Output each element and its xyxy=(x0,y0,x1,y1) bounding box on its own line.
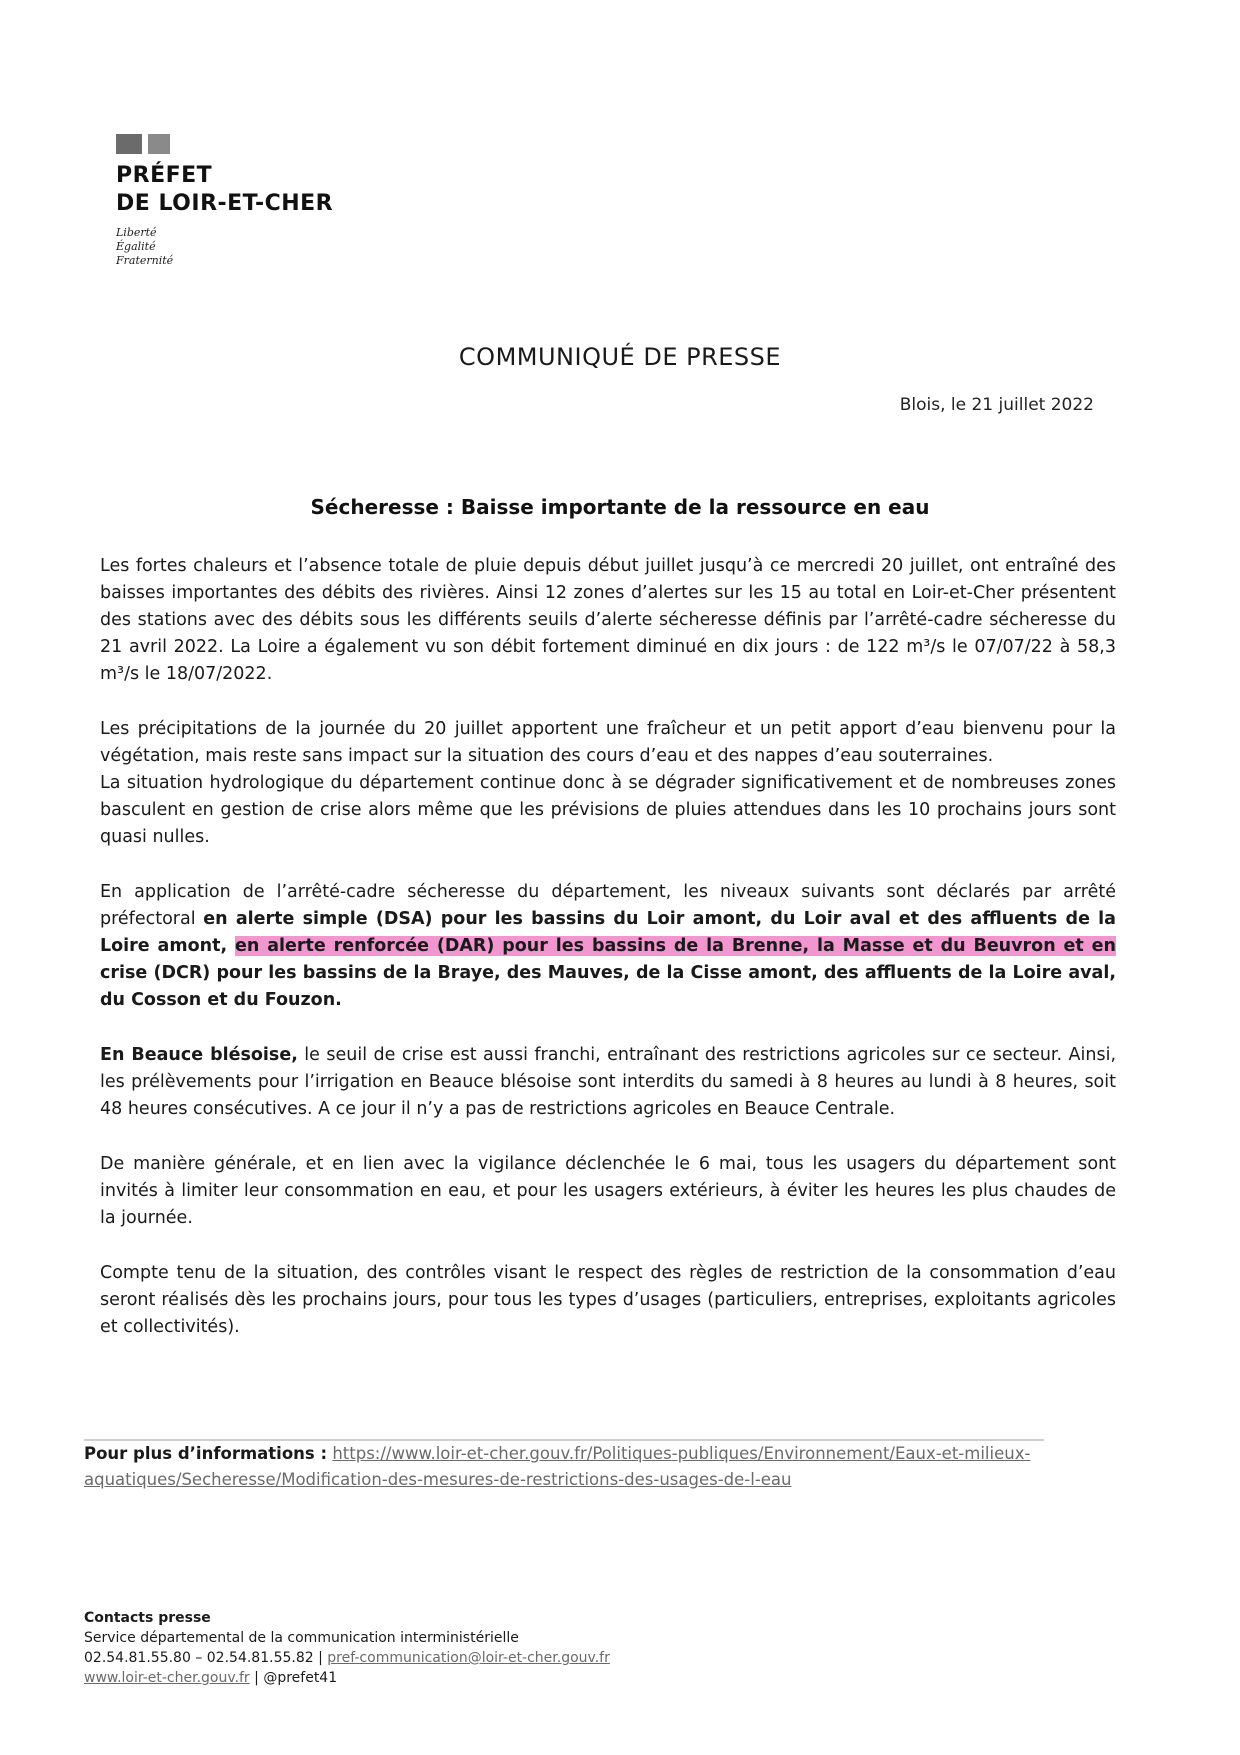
crisis-text: crise (DCR) pour les bassins de la Braye, des Mauves, de la Cisse amont, des affluents de la Loire aval, du Cosson et du Fouzon. xyxy=(100,963,1116,1010)
more-info-label: Pour plus d’informations : xyxy=(84,1444,328,1463)
paragraph-3-intro: En application de l’arrêté-cadre sécheresse du département, les niveaux suivants sont déclarés par arrêté préfectoral xyxy=(100,882,1116,929)
alert-renforcee-highlight: en alerte renforcée (DAR) pour les bassins de la Brenne, la Masse et du Beuvron et en xyxy=(234,936,1116,956)
contacts-phones-line xyxy=(84,1648,610,1668)
motto-egalite: Égalité xyxy=(116,240,156,253)
beauce-label: En Beauce blésoise, xyxy=(100,1045,298,1065)
prefect-title-line1: PRÉFET xyxy=(116,163,213,188)
document-type-title: COMMUNIQUÉ DE PRESSE xyxy=(458,343,782,371)
marianne-logo-right-icon xyxy=(148,134,170,154)
alert-simple-text: en alerte simple (DSA) pour les bassins du Loir amont, du Loir aval et des affluents de la Loire amont xyxy=(100,909,1116,956)
more-info-link[interactable]: https://www.loir-et-cher.gouv.fr/Politiques-publiques/Environnement/Eaux-et-milieux-aquatiques/Secheresse/Modification-des-mesures-de-restrictions-des-usages-de-l-eau xyxy=(84,1444,1031,1489)
prefecture-logo xyxy=(116,134,333,268)
paragraph-6: Compte tenu de la situation, des contrôles visant le respect des règles de restriction de la consommation d’eau seront réalisés dès les prochains jours, pour tous les types d’usages (particuliers, entreprises, exploitants agricoles et collectivités). xyxy=(100,1263,1116,1337)
contacts-website-link[interactable]: www.loir-et-cher.gouv.fr xyxy=(84,1670,250,1686)
contacts-email-link[interactable]: pref-communication@loir-et-cher.gouv.fr xyxy=(327,1650,610,1666)
contacts-service: Service départemental de la communication interministérielle xyxy=(84,1630,519,1646)
contacts-twitter: @prefet41 xyxy=(263,1670,338,1686)
more-info-divider xyxy=(84,1439,1044,1441)
paragraph-3 xyxy=(100,879,1116,1014)
republic-motto xyxy=(116,226,333,268)
contacts-phones: 02.54.81.55.80 – 02.54.81.55.82 | xyxy=(84,1650,328,1666)
paragraph-2a: Les précipitations de la journée du 20 juillet apportent une fraîcheur et un petit apport d’eau bienvenu pour la végétation, mais reste sans impact sur la situation des cours d’eau et des nappes d’eau souterraines. xyxy=(100,719,1116,766)
motto-fraternite: Fraternité xyxy=(116,254,174,267)
contacts-title: Contacts presse xyxy=(84,1610,211,1626)
motto-liberte: Liberté xyxy=(116,226,157,239)
contacts-web-line xyxy=(84,1668,610,1688)
paragraph-3-separator: , xyxy=(220,936,235,956)
more-info-box xyxy=(84,1441,1044,1493)
press-headline: Sécheresse : Baisse importante de la ressource en eau xyxy=(310,495,930,519)
paragraph-4 xyxy=(100,1042,1116,1123)
press-body xyxy=(100,553,1116,1369)
document-date: Blois, le 21 juillet 2022 xyxy=(899,395,1094,415)
marianne-logo-icon xyxy=(116,134,333,154)
paragraph-2b: La situation hydrologique du département continue donc à se dégrader significativement et de nombreuses zones basculent en gestion de crise alors même que les prévisions de pluies attendues dans les 10 prochains jours sont quasi nulles. xyxy=(100,773,1116,847)
prefect-title-line2: DE LOIR-ET-CHER xyxy=(116,191,334,216)
marianne-logo-left-icon xyxy=(116,134,142,154)
contacts-separator: | xyxy=(249,1670,264,1686)
press-contacts xyxy=(84,1608,610,1688)
paragraph-1: Les fortes chaleurs et l’absence totale de pluie depuis début juillet jusqu’à ce mercredi 20 juillet, ont entraîné des baisses importantes des débits des rivières. Ainsi 12 zones d’alertes sur les 15 au total en Loir-et-Cher présentent des stations avec des débits sous les différents seuils d’alerte sécheresse définis par l’arrêté-cadre sécheresse du 21 avril 2022. La Loire a également vu son débit fortement diminué en dix jours : de 122 m³/s le 07/07/22 à 58,3 m³/s le 18/07/2022. xyxy=(100,556,1116,684)
paragraph-5: De manière générale, et en lien avec la vigilance déclenchée le 6 mai, tous les usagers du département sont invités à limiter leur consommation en eau, et pour les usagers extérieurs, à éviter les heures les plus chaudes de la journée. xyxy=(100,1154,1116,1228)
beauce-text: le seuil de crise est aussi franchi, entraînant des restrictions agricoles sur ce secteur. Ainsi, les prélèvements pour l’irrigation en Beauce blésoise sont interdits du samedi à 8 heures au lundi à 8 heures, soit 48 heures consécutives. A ce jour il n’y a pas de restrictions agricoles en Beauce Centrale. xyxy=(100,1045,1117,1119)
